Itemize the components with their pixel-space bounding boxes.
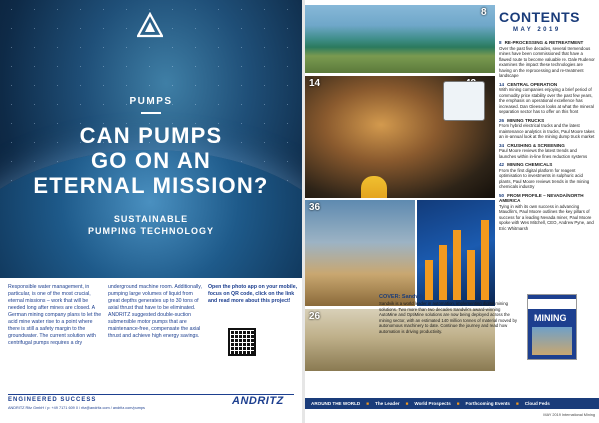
andritz-logo: ANDRITZ [232, 395, 284, 407]
magazine-name: MINING [534, 313, 567, 323]
bullet-icon: ■ [405, 401, 409, 406]
headline-line-2: GO ON AN [90, 148, 211, 173]
bar-graphic-icon [417, 200, 495, 306]
ad-headline [0, 123, 302, 198]
ad-address: ANDRITZ Ritz GmbH / p: +49 7171 609 0 / ritz@andritz.com / andritz.com/pumps [8, 406, 145, 410]
miner-figure [361, 176, 387, 198]
photo-data-graphic[interactable] [417, 200, 495, 306]
photo-tailings-lake[interactable] [305, 5, 495, 73]
qr-code-icon[interactable] [228, 328, 256, 356]
contents-list [499, 40, 595, 234]
nav-item[interactable]: Cloud Feds [524, 401, 550, 406]
ad-column-3: Open the photo app on your mobile, focus on QR code, click on the link and read more about this project! [208, 284, 298, 304]
ad-column-1: Responsible water management, in particular, is one of the most crucial, eternal missions – work that will be needed long after mines are closed. A German mining company plans to let the acid mine water rise to a point where there is still a safety margin to the groundwater. The current solution with centrifugal pumps requires a dry [8, 284, 102, 346]
entry-heading: MINING CHEMICALS [507, 162, 553, 167]
cover-image [532, 327, 572, 355]
entry-heading: CRUSHING & SCREENING [507, 142, 565, 148]
masthead-strip [528, 299, 576, 309]
phone-screenshot [443, 81, 485, 121]
cover-story-title: COVER: Sandvik [379, 294, 424, 300]
photo-chemical-plant[interactable] [305, 200, 415, 306]
contents-entry[interactable] [499, 193, 595, 232]
kicker-rule [141, 112, 161, 114]
photo-page-number: 36 [309, 202, 321, 213]
ad-kicker: PUMPS [129, 96, 173, 107]
cover-story-text: Sandvik is a world leader in automation, implementing digital mining solutions. Two more than two decades Sandvik's award-winning AutoMine and OptiMine solutions are now being deployed across the mining sector, with an estimated 140 million tonnes of material moved by autonomous machinery to date. Continue the journey and read how automation is driving productivity. [379, 301, 518, 334]
headline-line-3: ETERNAL MISSION? [33, 173, 269, 198]
entry-summary: Tying in with its own success in advancing Maudlin's, Paul Moore outlines the key pillars of success for a leading Nevada miner, Paul Moore spoke with Wes Mitchell, CEO, Andrew Pyne, and Eric Whitmarsh [499, 203, 594, 231]
triangle-logo-icon [137, 12, 163, 38]
entry-page-number: 14 [499, 81, 505, 87]
entry-page-number: 34 [499, 142, 505, 148]
ad-column-2: underground machine room. Additionally, pumping large volumes of liquid from great depths generates up to 30 tons of axial thrust that have to be eliminated. ANDRITZ suggested double-suction submersible motor pumps that are maintenance-free, compensate the axial thrust and achieve high energy savings. [108, 284, 202, 339]
subheadline-line-2: PUMPING TECHNOLOGY [87, 226, 214, 236]
entry-heading: MINING TRUCKS [507, 117, 545, 123]
section-nav-bar [305, 398, 599, 409]
bullet-icon: ■ [366, 401, 370, 406]
nav-item[interactable]: Forthcoming Events [465, 401, 510, 406]
nav-item[interactable]: The Leader [375, 401, 400, 406]
page-footer: MAY 2019 International Mining [543, 413, 595, 417]
photo-page-number: 26 [309, 311, 321, 322]
ad-hero-image [0, 0, 302, 278]
contents-page [305, 0, 599, 423]
ad-subheadline [0, 213, 302, 237]
entry-summary: Paul Moore reviews the latest trends and launches within in-line fines reduction systems [499, 148, 588, 159]
entry-summary: From the first digital platform for reagent optimisation to investments in sulphuric acid plants, Paul Moore reviews trends in the mining chemicals industry [499, 167, 590, 189]
magazine-cover-thumbnail[interactable] [527, 294, 577, 360]
headline-line-1: CAN PUMPS [79, 123, 223, 148]
contents-entry[interactable] [499, 118, 595, 140]
nav-item[interactable]: World Prospects [414, 401, 451, 406]
contents-title: CONTENTS [499, 9, 580, 25]
entry-heading: CENTRAL OPERATION [507, 81, 558, 87]
entry-page-number: 50 [499, 192, 505, 198]
bullet-icon: ■ [456, 401, 460, 406]
bullet-icon: ■ [515, 401, 519, 406]
entry-heading: RE-PROCESSING & RETREATMENT [504, 40, 584, 45]
entry-summary: From hybrid electrical trucks and the latest maintenance analytics in trucks, Paul Moore takes an in-annual look at the mining dump truck market [499, 123, 595, 139]
subheadline-line-1: SUSTAINABLE [113, 214, 189, 224]
entry-page-number: 26 [499, 117, 505, 123]
entry-summary: Over the past five decades, several tremendous mines have been commissioned that have a flawed route to become valuable re. Dale Rudenor examines the impact these technologies are having on the reprocessing and re-treatment landscape [499, 45, 595, 78]
contents-entry[interactable] [499, 82, 595, 115]
photo-page-number: 14 [309, 78, 321, 89]
nav-item[interactable]: AROUND THE WORLD [311, 401, 361, 406]
entry-page-number: 42 [499, 162, 505, 167]
photo-page-number: 8 [481, 7, 487, 18]
contents-entry[interactable] [499, 162, 595, 190]
contents-entry[interactable] [499, 40, 595, 79]
contents-entry[interactable] [499, 143, 595, 160]
entry-heading: FROM PROFILE – NEVADA/NORTH AMERICA [499, 192, 584, 203]
issue-date: MAY 2019 [513, 27, 561, 33]
entry-summary: With mining companies enjoying a brief period of commodity price stability over the past few years, the emphasis on operational excellence has increased. Dan Gleeson looks at what the mineral separation sector has to offer on this front [499, 87, 594, 114]
entry-page-number: 8 [499, 40, 502, 45]
ad-tagline: ENGINEERED SUCCESS [8, 397, 97, 403]
